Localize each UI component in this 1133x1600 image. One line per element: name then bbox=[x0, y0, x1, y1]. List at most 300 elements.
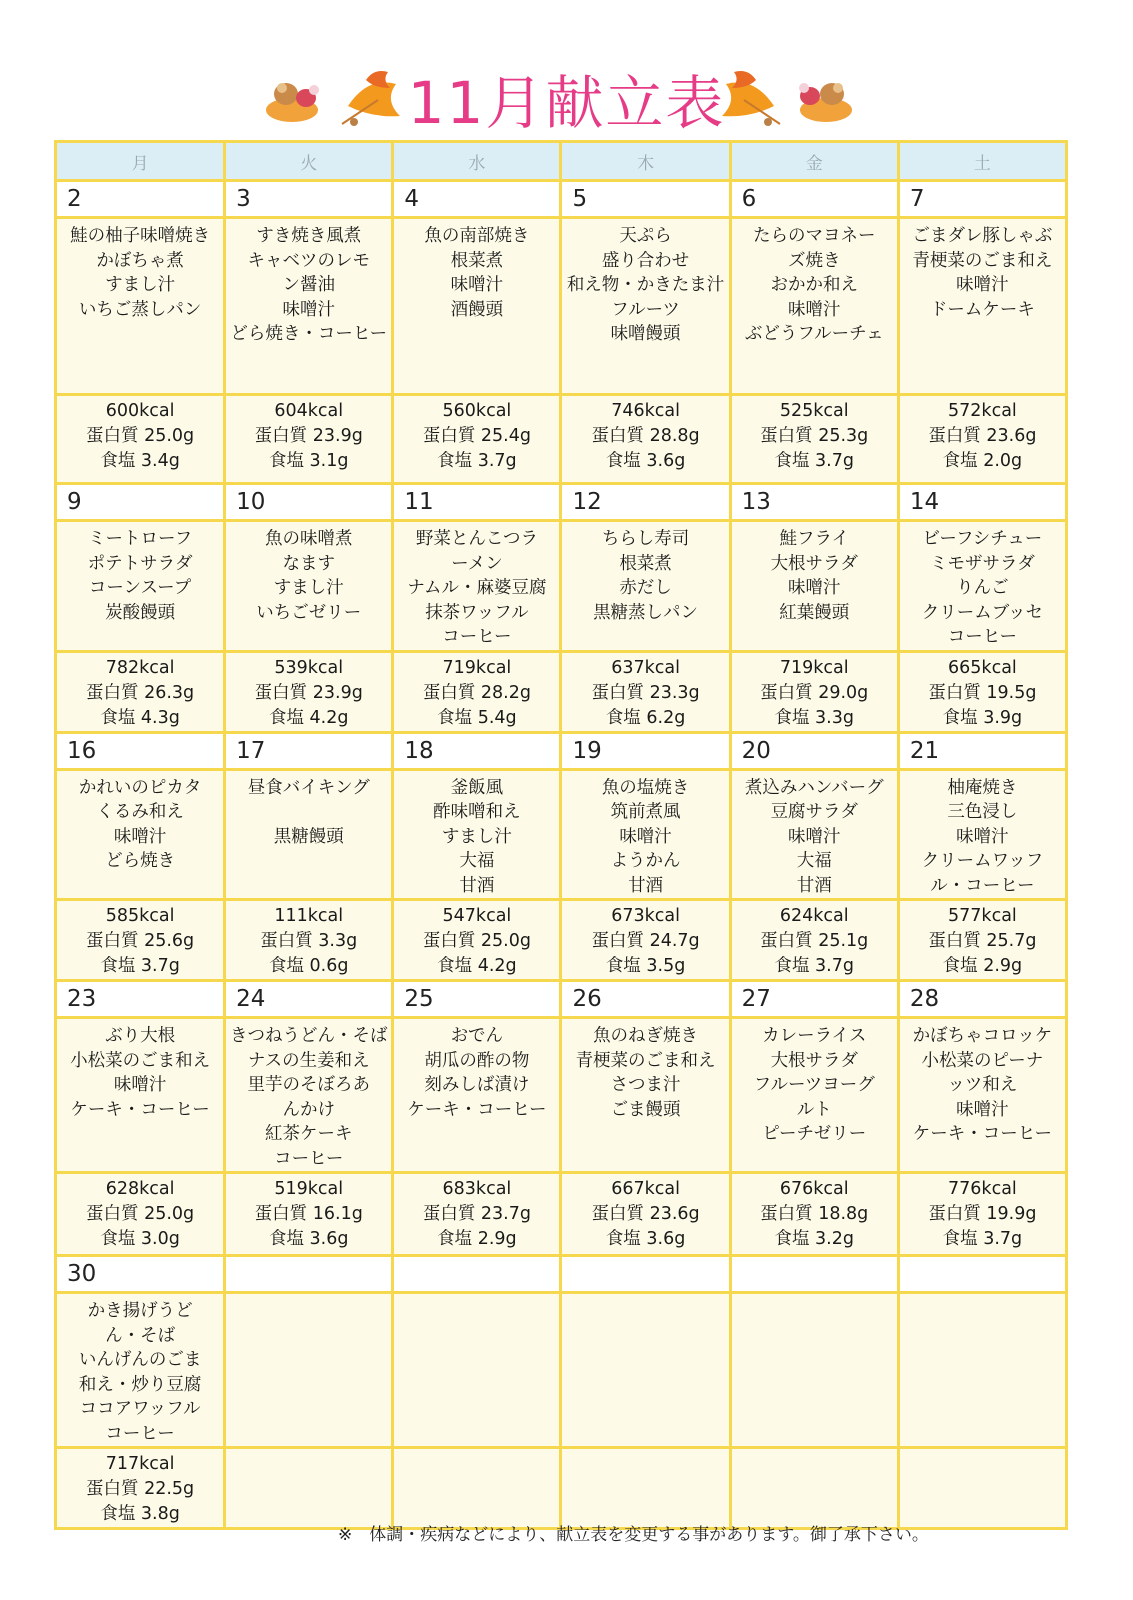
menu-item: 味噌汁 bbox=[956, 1099, 1009, 1120]
day-menu-cell bbox=[56, 769, 225, 900]
salt-value: 食塩 3.7g bbox=[437, 451, 517, 471]
protein-value: 蛋白質 25.4g bbox=[422, 426, 531, 446]
menu-item: 青梗菜のごま和え bbox=[912, 250, 1053, 271]
menu-item: クリームワッフ bbox=[921, 851, 1044, 871]
menu-item: ぶどうフルーチェ bbox=[744, 324, 884, 344]
menu-item: ケーキ・コーヒー bbox=[912, 1124, 1053, 1144]
menu-list bbox=[57, 1019, 223, 1122]
day-nutrition-cell bbox=[898, 1173, 1066, 1256]
calories-value: 776kcal bbox=[948, 1179, 1017, 1199]
day-menu-cell bbox=[898, 1018, 1066, 1173]
empty-cell bbox=[225, 1256, 393, 1293]
protein-value: 蛋白質 25.6g bbox=[86, 931, 195, 951]
menu-item: 大根サラダ bbox=[770, 553, 858, 574]
calories-value: 628kcal bbox=[105, 1179, 175, 1199]
menu-list bbox=[226, 771, 391, 850]
menu-item: どら焼き bbox=[105, 851, 176, 871]
day-menu-cell bbox=[561, 521, 730, 652]
date-row bbox=[56, 181, 1067, 218]
empty-cell bbox=[225, 1448, 393, 1529]
menu-item: ちらし寿司 bbox=[601, 529, 690, 549]
menu-item: 甘酒 bbox=[628, 875, 664, 896]
menu-calendar bbox=[54, 140, 1068, 1530]
menu-item: 魚の味噌煮 bbox=[265, 529, 353, 549]
menu-list bbox=[562, 522, 728, 625]
menu-item: 里芋のそぼろあ bbox=[247, 1075, 370, 1095]
day-menu-cell bbox=[898, 521, 1066, 652]
salt-value: 食塩 3.1g bbox=[268, 451, 349, 471]
menu-list bbox=[57, 219, 223, 322]
date-row bbox=[56, 732, 1067, 769]
calories-value: 585kcal bbox=[105, 906, 175, 926]
day-number: 17 bbox=[225, 732, 393, 769]
calories-value: 604kcal bbox=[274, 401, 344, 421]
menu-list bbox=[900, 219, 1065, 322]
menu-item: 昼食バイキング bbox=[247, 777, 370, 798]
protein-value: 蛋白質 16.1g bbox=[254, 1204, 363, 1224]
menu-item: 和え・炒り豆腐 bbox=[78, 1374, 202, 1395]
date-row bbox=[56, 981, 1067, 1018]
menu-item: いんげんのごま bbox=[78, 1350, 202, 1370]
protein-value: 蛋白質 25.0g bbox=[422, 931, 531, 951]
menu-list bbox=[57, 771, 223, 874]
empty-cell bbox=[730, 1293, 898, 1448]
day-nutrition-cell bbox=[56, 651, 225, 732]
menu-item: コーヒー bbox=[105, 1423, 175, 1444]
salt-value: 食塩 3.3g bbox=[774, 707, 854, 728]
menu-list bbox=[732, 219, 897, 347]
salt-value: 食塩 3.8g bbox=[100, 1504, 180, 1524]
calories-value: 782kcal bbox=[105, 657, 175, 678]
menu-list bbox=[562, 219, 728, 347]
empty-cell bbox=[393, 1256, 561, 1293]
menu-item: 釜飯風 bbox=[450, 777, 504, 798]
day-nutrition-cell bbox=[730, 1173, 898, 1256]
empty-cell bbox=[730, 1448, 898, 1529]
protein-value: 蛋白質 24.7g bbox=[591, 931, 700, 951]
day-nutrition-cell bbox=[561, 651, 730, 732]
day-number: 14 bbox=[898, 484, 1066, 521]
menu-item: ドームケーキ bbox=[929, 299, 1035, 320]
calories-value: 667kcal bbox=[611, 1179, 680, 1199]
nutrition-row bbox=[56, 900, 1067, 981]
menu-item: なます bbox=[282, 553, 335, 574]
day-nutrition-cell bbox=[898, 900, 1066, 981]
calories-value: 719kcal bbox=[442, 657, 512, 678]
menu-item: クリームブッセ bbox=[921, 602, 1044, 623]
menu-row bbox=[56, 521, 1067, 652]
menu-item: 鮭フライ bbox=[779, 529, 849, 549]
menu-item: 鮭の柚子味噌焼き bbox=[70, 226, 211, 246]
menu-item: 黒糖饅頭 bbox=[273, 826, 344, 847]
day-nutrition-cell bbox=[56, 1173, 225, 1256]
day-nutrition-cell bbox=[225, 395, 393, 484]
menu-item: 柚庵焼き bbox=[947, 777, 1018, 798]
menu-row bbox=[56, 1018, 1067, 1173]
menu-item: 味噌汁 bbox=[787, 826, 841, 847]
day-number: 9 bbox=[56, 484, 225, 521]
menu-list bbox=[732, 771, 897, 899]
day-nutrition-cell bbox=[730, 651, 898, 732]
calories-value: 539kcal bbox=[274, 657, 344, 678]
menu-item: 盛り合わせ bbox=[601, 250, 690, 271]
menu-item: カレーライス bbox=[762, 1026, 867, 1046]
protein-value: 蛋白質 26.3g bbox=[86, 682, 195, 703]
page-title: 11月献立表 bbox=[407, 69, 726, 137]
day-menu-cell bbox=[898, 218, 1066, 395]
day-number: 10 bbox=[225, 484, 393, 521]
calories-value: 719kcal bbox=[779, 657, 849, 678]
weekday-header: 火 bbox=[225, 142, 393, 181]
calories-value: 624kcal bbox=[779, 906, 849, 926]
day-menu-cell bbox=[393, 521, 561, 652]
empty-cell bbox=[898, 1256, 1066, 1293]
day-menu-cell bbox=[561, 1018, 730, 1173]
day-number: 28 bbox=[898, 981, 1066, 1018]
calories-value: 637kcal bbox=[611, 657, 680, 678]
protein-value: 蛋白質 28.8g bbox=[591, 426, 700, 446]
menu-item: すまし汁 bbox=[105, 275, 176, 295]
protein-value: 蛋白質 23.9g bbox=[254, 682, 363, 703]
menu-item: 味噌汁 bbox=[450, 275, 504, 295]
calories-value: 600kcal bbox=[105, 401, 175, 421]
menu-item: 味噌汁 bbox=[956, 826, 1009, 847]
menu-list bbox=[394, 522, 559, 650]
empty-cell bbox=[393, 1448, 561, 1529]
menu-item: フルーツ bbox=[611, 299, 680, 320]
day-number: 20 bbox=[730, 732, 898, 769]
day-number: 21 bbox=[898, 732, 1066, 769]
day-menu-cell bbox=[56, 521, 225, 652]
salt-value: 食塩 3.7g bbox=[942, 1229, 1023, 1249]
menu-list bbox=[562, 1019, 728, 1122]
calories-value: 673kcal bbox=[611, 906, 680, 926]
menu-item: キャベツのレモ bbox=[247, 250, 370, 271]
footnote: ※ 体調・疾病などにより、献立表を変更する事があります。御了承下さい。 bbox=[338, 1525, 929, 1545]
menu-item: ケーキ・コーヒー bbox=[70, 1099, 210, 1120]
menu-item: 小松菜のごま和え bbox=[70, 1050, 211, 1071]
empty-cell bbox=[561, 1448, 730, 1529]
day-menu-cell bbox=[225, 521, 393, 652]
menu-list bbox=[226, 219, 391, 347]
day-number: 6 bbox=[730, 181, 898, 218]
salt-value: 食塩 3.9g bbox=[942, 707, 1023, 728]
day-menu-cell bbox=[56, 218, 225, 395]
day-nutrition-cell bbox=[561, 900, 730, 981]
nutrition-row bbox=[56, 395, 1067, 484]
protein-value: 蛋白質 25.0g bbox=[86, 426, 195, 446]
menu-list bbox=[57, 1294, 223, 1446]
salt-value: 食塩 3.2g bbox=[774, 1229, 854, 1249]
day-menu-cell bbox=[730, 218, 898, 395]
menu-item: 青梗菜のごま和え bbox=[575, 1050, 716, 1071]
day-menu-cell bbox=[561, 218, 730, 395]
empty-cell bbox=[561, 1256, 730, 1293]
menu-item: コーヒー bbox=[947, 627, 1018, 647]
menu-item: 抹茶ワッフル bbox=[425, 602, 529, 623]
menu-item: すまし汁 bbox=[273, 578, 344, 598]
menu-item: ッツ和え bbox=[947, 1075, 1018, 1095]
menu-item: どら焼き・コーヒー bbox=[230, 324, 388, 344]
calories-value: 683kcal bbox=[442, 1179, 512, 1199]
protein-value: 蛋白質 23.7g bbox=[422, 1204, 531, 1224]
menu-item: ピーチゼリー bbox=[762, 1124, 867, 1144]
menu-item: 煮込みハンバーグ bbox=[744, 777, 884, 798]
menu-item: すき焼き風煮 bbox=[256, 226, 362, 246]
protein-value: 蛋白質 25.0g bbox=[86, 1204, 195, 1224]
menu-item: ポテトサラダ bbox=[87, 553, 193, 574]
menu-item: ん・そば bbox=[105, 1325, 176, 1346]
day-number: 19 bbox=[561, 732, 730, 769]
menu-item: 黒糖蒸しパン bbox=[593, 602, 699, 623]
menu-item: ごまダレ豚しゃぶ bbox=[912, 226, 1053, 246]
menu-item: コーヒー bbox=[274, 1148, 344, 1169]
protein-value: 蛋白質 28.2g bbox=[422, 682, 531, 703]
menu-item: 大福 bbox=[459, 851, 495, 871]
menu-item: ココアワッフル bbox=[79, 1399, 201, 1419]
protein-value: 蛋白質 18.8g bbox=[760, 1204, 869, 1224]
day-nutrition-cell bbox=[561, 1173, 730, 1256]
day-nutrition-cell bbox=[56, 395, 225, 484]
day-menu-cell bbox=[393, 218, 561, 395]
salt-value: 食塩 3.6g bbox=[605, 451, 686, 471]
day-number: 25 bbox=[393, 981, 561, 1018]
menu-list bbox=[394, 771, 559, 899]
menu-item: 味噌汁 bbox=[282, 299, 335, 320]
weekday-header: 土 bbox=[898, 142, 1066, 181]
day-nutrition-cell bbox=[393, 651, 561, 732]
day-number: 7 bbox=[898, 181, 1066, 218]
protein-value: 蛋白質 29.0g bbox=[760, 682, 869, 703]
day-number: 27 bbox=[730, 981, 898, 1018]
menu-item: ぶり大根 bbox=[105, 1026, 176, 1046]
menu-item: 紅葉饅頭 bbox=[779, 602, 850, 623]
menu-item: ナムル・麻婆豆腐 bbox=[407, 578, 547, 598]
calories-value: 746kcal bbox=[611, 401, 680, 421]
day-menu-cell bbox=[393, 769, 561, 900]
menu-row bbox=[56, 769, 1067, 900]
calories-value: 665kcal bbox=[948, 657, 1017, 678]
menu-item: 胡瓜の酢の物 bbox=[424, 1050, 530, 1071]
menu-item: ミモザサラダ bbox=[929, 553, 1035, 574]
menu-item: ズ焼き bbox=[787, 250, 841, 271]
menu-item: ビーフシチュー bbox=[922, 529, 1043, 549]
weekday-header: 木 bbox=[561, 142, 730, 181]
day-number: 12 bbox=[561, 484, 730, 521]
protein-value: 蛋白質 23.3g bbox=[591, 682, 700, 703]
calories-value: 577kcal bbox=[948, 906, 1017, 926]
menu-item: 味噌汁 bbox=[956, 275, 1009, 295]
menu-item: 味噌汁 bbox=[113, 1075, 167, 1095]
menu-item: 赤だし bbox=[619, 578, 672, 598]
weekday-header: 月 bbox=[56, 142, 225, 181]
day-menu-cell bbox=[56, 1018, 225, 1173]
menu-item: かき揚げうど bbox=[87, 1301, 193, 1321]
nutrition-row bbox=[56, 1173, 1067, 1256]
menu-item: すまし汁 bbox=[441, 826, 512, 847]
menu-list bbox=[394, 219, 559, 322]
menu-item bbox=[226, 800, 391, 825]
day-number: 23 bbox=[56, 981, 225, 1018]
menu-item: 野菜とんこつラ bbox=[415, 529, 538, 549]
menu-item: くるみ和え bbox=[96, 802, 184, 822]
menu-item: さつま汁 bbox=[610, 1075, 681, 1095]
empty-cell bbox=[898, 1448, 1066, 1529]
calories-value: 519kcal bbox=[274, 1179, 344, 1199]
menu-item: 大根サラダ bbox=[770, 1050, 858, 1071]
menu-item: 筑前煮風 bbox=[610, 802, 681, 822]
nutrition-row bbox=[56, 651, 1067, 732]
day-menu-cell bbox=[561, 769, 730, 900]
salt-value: 食塩 2.9g bbox=[942, 956, 1023, 976]
day-menu-cell bbox=[56, 1293, 225, 1448]
date-row bbox=[56, 1256, 1067, 1293]
menu-item: 刻みしば漬け bbox=[424, 1075, 530, 1095]
menu-item: 和え物・かきたま汁 bbox=[566, 275, 725, 295]
empty-cell bbox=[561, 1293, 730, 1448]
protein-value: 蛋白質 23.9g bbox=[254, 426, 363, 446]
day-nutrition-cell bbox=[225, 1173, 393, 1256]
day-number: 24 bbox=[225, 981, 393, 1018]
protein-value: 蛋白質 23.6g bbox=[928, 426, 1037, 446]
day-number: 13 bbox=[730, 484, 898, 521]
salt-value: 食塩 3.7g bbox=[100, 956, 180, 976]
calories-value: 572kcal bbox=[948, 401, 1017, 421]
salt-value: 食塩 5.4g bbox=[437, 707, 517, 728]
menu-item: ケーキ・コーヒー bbox=[407, 1099, 547, 1120]
salt-value: 食塩 3.6g bbox=[605, 1229, 686, 1249]
menu-list bbox=[900, 771, 1065, 899]
day-menu-cell bbox=[730, 1018, 898, 1173]
menu-item: かぼちゃコロッケ bbox=[912, 1026, 1053, 1046]
menu-item: 紅茶ケーキ bbox=[265, 1124, 353, 1144]
menu-item: 魚の南部焼き bbox=[424, 226, 530, 246]
menu-item: 味噌汁 bbox=[113, 826, 167, 847]
day-nutrition-cell bbox=[225, 900, 393, 981]
day-nutrition-cell bbox=[393, 395, 561, 484]
day-menu-cell bbox=[225, 769, 393, 900]
menu-item: 酒饅頭 bbox=[450, 299, 504, 320]
day-menu-cell bbox=[730, 769, 898, 900]
menu-item: フルーツヨーグ bbox=[753, 1075, 875, 1095]
menu-item: おでん bbox=[450, 1026, 504, 1046]
protein-value: 蛋白質 25.3g bbox=[760, 426, 869, 446]
day-number: 30 bbox=[56, 1256, 225, 1293]
day-nutrition-cell bbox=[730, 395, 898, 484]
calories-value: 717kcal bbox=[105, 1454, 175, 1474]
menu-item: きつねうどん・そば bbox=[230, 1026, 388, 1046]
salt-value: 食塩 3.5g bbox=[605, 956, 686, 976]
menu-item: かれいのピカタ bbox=[78, 777, 202, 798]
menu-list bbox=[226, 1019, 391, 1171]
salt-value: 食塩 3.7g bbox=[774, 451, 854, 471]
salt-value: 食塩 3.4g bbox=[100, 451, 180, 471]
menu-list bbox=[57, 522, 223, 625]
calories-value: 560kcal bbox=[442, 401, 512, 421]
date-row bbox=[56, 484, 1067, 521]
empty-cell bbox=[393, 1293, 561, 1448]
day-nutrition-cell bbox=[561, 395, 730, 484]
menu-item: ルト bbox=[796, 1099, 832, 1120]
weekday-header: 金 bbox=[730, 142, 898, 181]
day-number: 2 bbox=[56, 181, 225, 218]
title-area bbox=[0, 62, 1133, 142]
empty-cell bbox=[225, 1293, 393, 1448]
day-number: 11 bbox=[393, 484, 561, 521]
menu-row bbox=[56, 1293, 1067, 1448]
menu-item: おかか和え bbox=[770, 275, 858, 295]
menu-item: 豆腐サラダ bbox=[770, 802, 858, 822]
menu-item: 大福 bbox=[796, 851, 832, 871]
menu-item: 酢味噌和え bbox=[433, 802, 521, 822]
menu-list bbox=[900, 522, 1065, 650]
day-nutrition-cell bbox=[56, 900, 225, 981]
day-nutrition-cell bbox=[56, 1448, 225, 1529]
menu-list bbox=[226, 522, 391, 625]
menu-item: 魚のねぎ焼き bbox=[593, 1026, 699, 1046]
menu-item: コーンスープ bbox=[88, 578, 192, 598]
menu-item: んかけ bbox=[282, 1099, 335, 1120]
menu-item: ーメン bbox=[451, 553, 503, 574]
menu-item: コーヒー bbox=[442, 627, 512, 647]
salt-value: 食塩 3.0g bbox=[100, 1229, 180, 1249]
day-number: 3 bbox=[225, 181, 393, 218]
menu-row bbox=[56, 218, 1067, 395]
calories-value: 525kcal bbox=[779, 401, 849, 421]
day-number: 5 bbox=[561, 181, 730, 218]
day-nutrition-cell bbox=[898, 395, 1066, 484]
day-number: 4 bbox=[393, 181, 561, 218]
protein-value: 蛋白質 3.3g bbox=[260, 931, 358, 951]
protein-value: 蛋白質 22.5g bbox=[86, 1479, 195, 1499]
day-nutrition-cell bbox=[225, 651, 393, 732]
menu-item: りんご bbox=[956, 578, 1009, 598]
nutrition-row bbox=[56, 1448, 1067, 1529]
menu-item: 甘酒 bbox=[796, 875, 832, 896]
menu-item: かぼちゃ煮 bbox=[96, 250, 184, 271]
day-nutrition-cell bbox=[393, 1173, 561, 1256]
menu-item: ナスの生姜和え bbox=[247, 1050, 370, 1071]
menu-item: 小松菜のピーナ bbox=[921, 1050, 1044, 1071]
menu-item: 天ぷら bbox=[619, 226, 672, 246]
menu-item: 三色浸し bbox=[947, 802, 1018, 822]
salt-value: 食塩 2.0g bbox=[942, 451, 1023, 471]
menu-list bbox=[900, 1019, 1065, 1147]
protein-value: 蛋白質 25.7g bbox=[928, 931, 1037, 951]
protein-value: 蛋白質 19.5g bbox=[928, 682, 1037, 703]
menu-item: ごま饅頭 bbox=[610, 1099, 681, 1120]
day-menu-cell bbox=[393, 1018, 561, 1173]
menu-item: 味噌汁 bbox=[787, 578, 841, 598]
empty-cell bbox=[898, 1293, 1066, 1448]
menu-item: 魚の塩焼き bbox=[601, 777, 690, 798]
menu-item: 根菜煮 bbox=[450, 250, 504, 271]
day-number: 16 bbox=[56, 732, 225, 769]
protein-value: 蛋白質 25.1g bbox=[760, 931, 869, 951]
menu-item: いちご蒸しパン bbox=[78, 299, 202, 320]
day-menu-cell bbox=[225, 218, 393, 395]
menu-item: ル・コーヒー bbox=[930, 875, 1035, 896]
salt-value: 食塩 2.9g bbox=[437, 1229, 517, 1249]
salt-value: 食塩 6.2g bbox=[605, 707, 686, 728]
salt-value: 食塩 4.3g bbox=[100, 707, 180, 728]
menu-item: ようかん bbox=[610, 851, 681, 871]
day-menu-cell bbox=[730, 521, 898, 652]
calories-value: 676kcal bbox=[779, 1179, 849, 1199]
day-number: 26 bbox=[561, 981, 730, 1018]
calories-value: 111kcal bbox=[274, 906, 344, 926]
menu-item: 根菜煮 bbox=[619, 553, 672, 574]
